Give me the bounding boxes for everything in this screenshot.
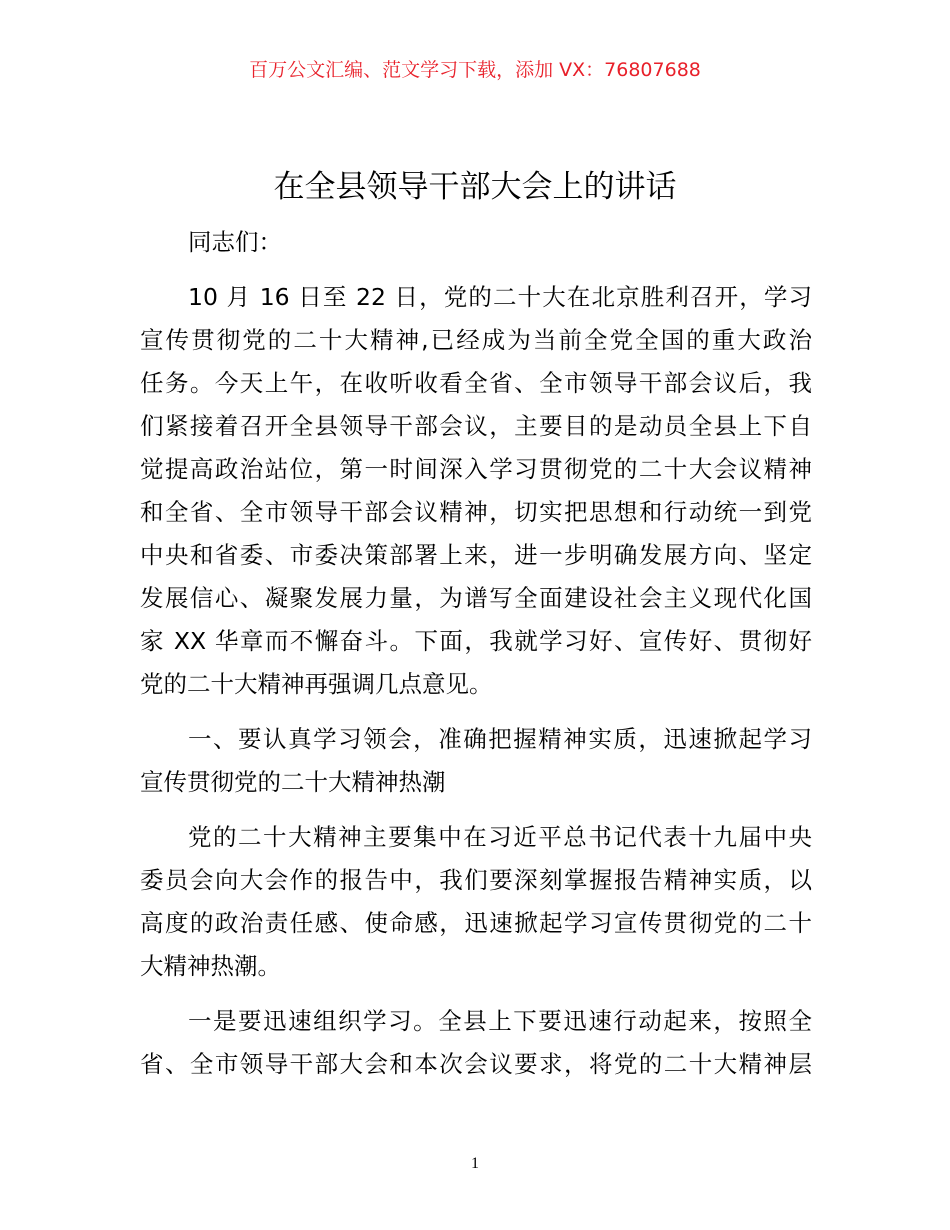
text-line: 省、全市领导干部大会和本次会议要求，将党的二十大精神层 <box>140 1050 812 1078</box>
text-line: 宣传贯彻党的二十大精神,已经成为当前全党全国的重大政治 <box>140 326 812 354</box>
text-line: 们紧接着召开全县领导干部会议，主要目的是动员全县上下自 <box>140 412 812 440</box>
text-line: 10 月 16 日至 22 日，党的二十大在北京胜利召开，学习 <box>188 283 812 311</box>
text-line: 党的二十大精神再强调几点意见。 <box>140 670 493 698</box>
text-line: 高度的政治责任感、使命感，迅速掀起学习宣传贯彻党的二十 <box>140 909 812 937</box>
text-line: 任务。今天上午，在收听收看全省、全市领导干部会议后，我 <box>140 369 812 397</box>
text-line: 发展信心、凝聚发展力量，为谱写全面建设社会主义现代化国 <box>140 584 812 612</box>
paragraph-point-1 <box>140 1000 812 1086</box>
greeting-line: 同志们： <box>188 228 282 256</box>
text-line: 和全省、全市领导干部会议精神，切实把思想和行动统一到党 <box>140 498 812 526</box>
paragraph-intro <box>140 276 812 706</box>
greeting <box>140 221 812 264</box>
document-body <box>140 221 812 1098</box>
page-number: 1 <box>471 1155 479 1172</box>
paragraph-section-1 <box>140 816 812 988</box>
text-line: 一、要认真学习领会，准确把握精神实质，迅速掀起学习 <box>188 725 812 753</box>
document-title: 在全县领导干部大会上的讲话 <box>273 169 677 205</box>
text-line: 家 XX 华章而不懈奋斗。下面，我就学习好、宣传好、贯彻好 <box>140 627 812 655</box>
text-line: 觉提高政治站位，第一时间深入学习贯彻党的二十大会议精神 <box>140 455 812 483</box>
text-line: 一是要迅速组织学习。全县上下要迅速行动起来，按照全 <box>188 1007 812 1035</box>
text-line: 宣传贯彻党的二十大精神热潮 <box>140 768 446 796</box>
text-line: 大精神热潮。 <box>140 952 281 980</box>
text-line: 中央和省委、市委决策部署上来，进一步明确发展方向、坚定 <box>140 541 812 569</box>
text-line: 委员会向大会作的报告中，我们要深刻掌握报告精神实质，以 <box>140 866 812 894</box>
text-line: 党的二十大精神主要集中在习近平总书记代表十九届中央 <box>188 823 812 851</box>
download-banner: 百万公文汇编、范文学习下载，添加 VX：76807688 <box>249 59 701 81</box>
section-heading-1 <box>140 718 812 804</box>
